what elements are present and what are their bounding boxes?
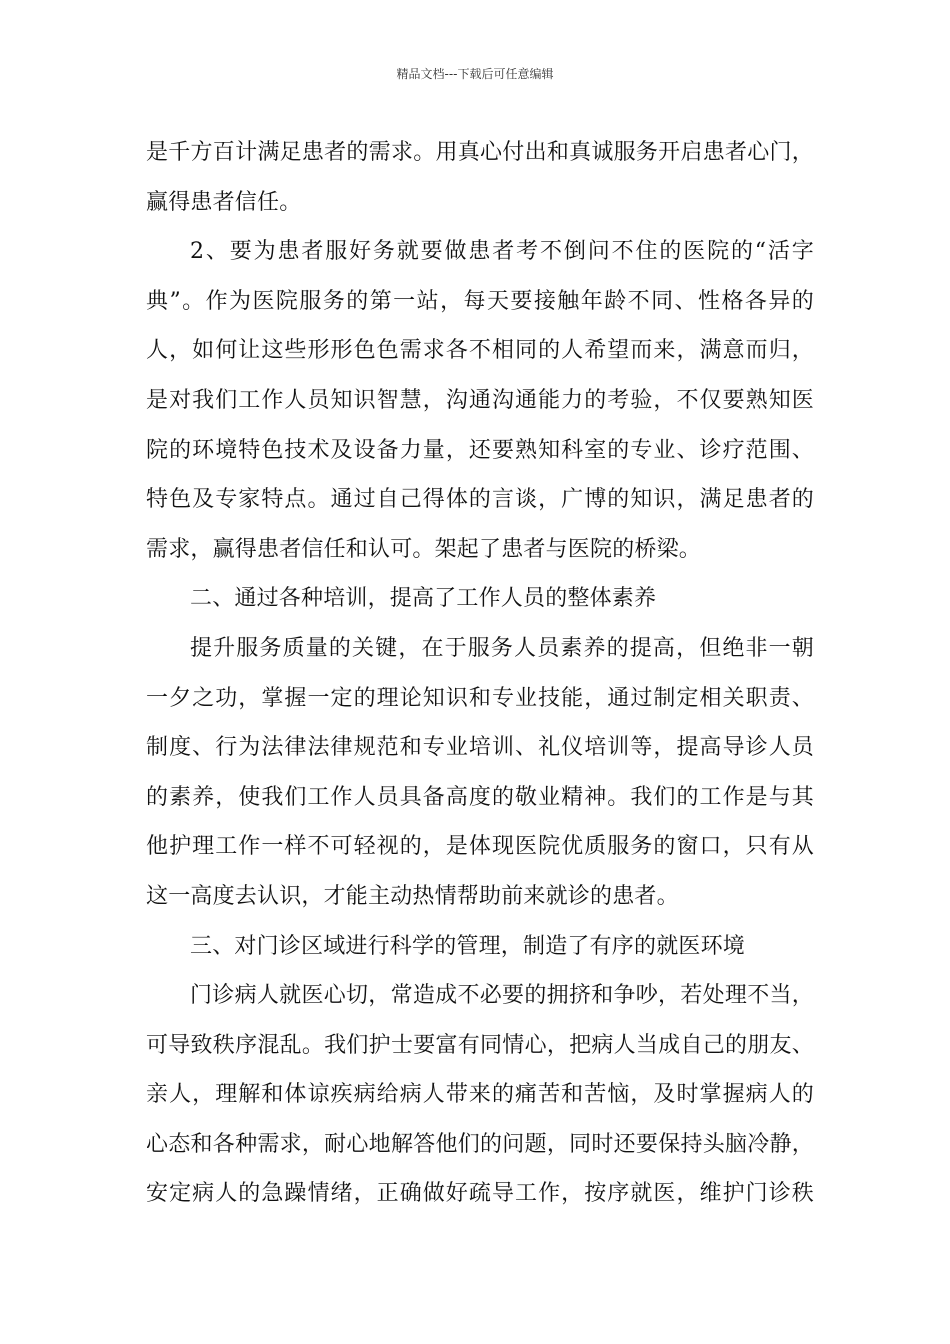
text-line: 一夕之功，掌握一定的理论知识和专业技能，通过制定相关职责、 bbox=[146, 685, 814, 711]
text-line: 人，如何让这些形形色色需求各不相同的人希望而来，满意而归， bbox=[146, 338, 814, 364]
text-line: 2、要为患者服好务就要做患者考不倒问不住的医院的“活字 bbox=[190, 239, 814, 265]
text-line: 是千方百计满足患者的需求。用真心付出和真诚服务开启患者心门， bbox=[146, 140, 814, 165]
text-line: 是对我们工作人员知识智慧，沟通沟通能力的考验，不仅要熟知医 bbox=[146, 387, 814, 413]
text-line: 心态和各种需求，耐心地解答他们的问题，同时还要保持头脑冷静， bbox=[146, 1131, 814, 1157]
text-line: 安定病人的急躁情绪，正确做好疏导工作，按序就医，维护门诊秩 bbox=[146, 1181, 814, 1207]
text-line: 典”。作为医院服务的第一站，每天要接触年龄不同、性格各异的 bbox=[146, 288, 814, 314]
text-line: 亲人，理解和体谅疾病给病人带来的痛苦和苦恼，及时掌握病人的 bbox=[146, 1082, 814, 1108]
text-line: 特色及专家特点。通过自己得体的言谈，广博的知识，满足患者的 bbox=[146, 487, 814, 513]
text-line: 二、通过各种培训，提高了工作人员的整体素养 bbox=[190, 586, 657, 612]
text-line: 院的环境特色技术及设备力量，还要熟知科室的专业、诊疗范围、 bbox=[146, 437, 814, 463]
text-line: 需求，赢得患者信任和认可。架起了患者与医院的桥梁。 bbox=[146, 536, 702, 562]
text-line: 他护理工作一样不可轻视的，是体现医院优质服务的窗口，只有从 bbox=[146, 834, 814, 860]
text-line: 赢得患者信任。 bbox=[146, 189, 302, 215]
text-line: 制度、行为法律法律规范和专业培训、礼仪培训等，提高导诊人员 bbox=[146, 735, 814, 761]
text-line: 三、对门诊区域进行科学的管理，制造了有序的就医环境 bbox=[190, 933, 746, 959]
text-line: 门诊病人就医心切，常造成不必要的拥挤和争吵，若处理不当， bbox=[190, 983, 814, 1009]
text-line: 的素养，使我们工作人员具备高度的敬业精神。我们的工作是与其 bbox=[146, 784, 814, 810]
text-line: 提升服务质量的关键，在于服务人员素养的提高，但绝非一朝 bbox=[190, 635, 814, 661]
text-line: 可导致秩序混乱。我们护士要富有同情心，把病人当成自己的朋友、 bbox=[146, 1032, 814, 1058]
page-header: 精品文档---下载后可任意编辑 bbox=[396, 67, 554, 81]
text-line: 这一高度去认识，才能主动热情帮助前来就诊的患者。 bbox=[146, 883, 679, 909]
document-body bbox=[146, 128, 814, 1219]
